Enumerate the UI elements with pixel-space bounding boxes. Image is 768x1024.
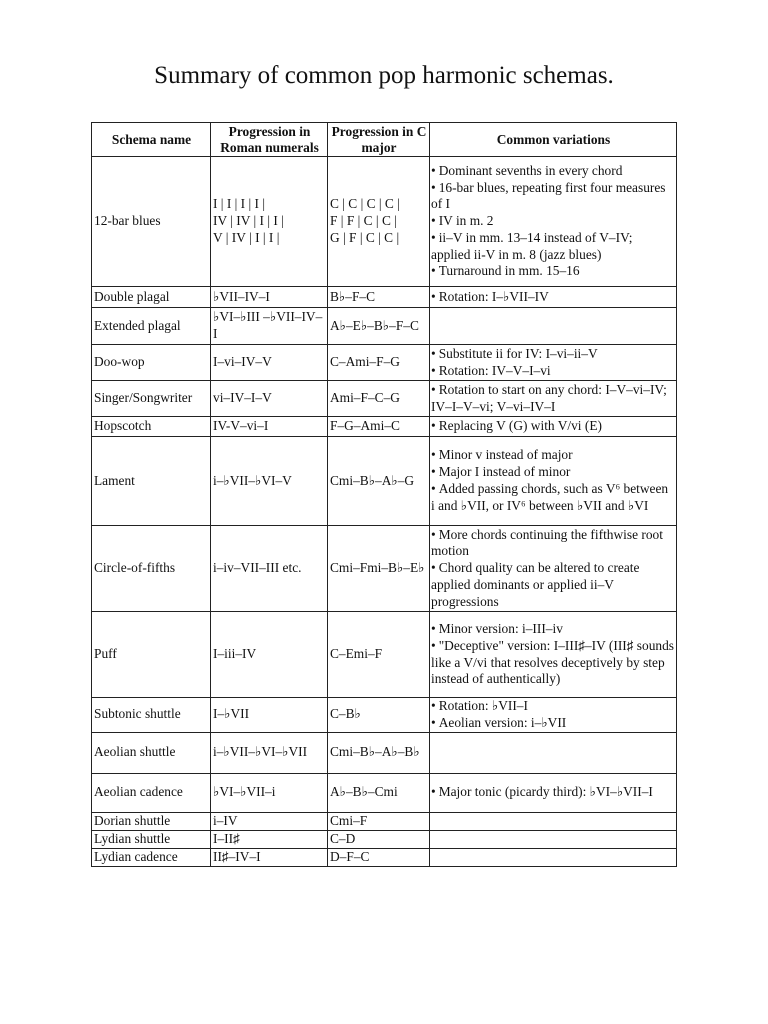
variation-item: [431, 698, 675, 715]
bullet-icon: •: [431, 362, 436, 378]
table-row: [92, 848, 677, 866]
progression-line: I–vi–IV–V: [213, 354, 272, 370]
c-major-progression-cell: [328, 345, 430, 381]
variation-item: [431, 464, 675, 481]
variation-text: Rotation: IV–V–I–vi: [438, 362, 551, 378]
variation-item: [431, 382, 675, 416]
progression-line: F–G–Ami–C: [330, 418, 400, 434]
schema-name-cell: Circle-of-fifths: [92, 526, 211, 612]
progression-line: A♭–E♭–B♭–F–C: [330, 317, 419, 333]
c-major-progression-cell: [328, 526, 430, 612]
bullet-icon: •: [431, 162, 436, 178]
schema-name-cell: Puff: [92, 612, 211, 698]
table-row: [92, 812, 677, 830]
variation-text: Rotation: I–♭VII–IV: [438, 288, 549, 304]
variation-item: [431, 560, 675, 610]
progression-line: C–B♭: [330, 706, 361, 722]
variations-cell: [430, 526, 677, 612]
c-major-progression-cell: [328, 417, 430, 437]
variation-text: Substitute ii for IV: I–vi–ii–V: [438, 345, 598, 361]
header-c-major: Progression in C major: [328, 123, 430, 157]
table-row: [92, 308, 677, 345]
schema-name-cell: Doo-wop: [92, 345, 211, 381]
bullet-icon: •: [431, 418, 436, 434]
schema-name-cell: Aeolian shuttle: [92, 732, 211, 773]
bullet-icon: •: [431, 560, 436, 576]
progression-line: A♭–B♭–Cmi: [330, 784, 398, 800]
schema-name-cell: Singer/Songwriter: [92, 381, 211, 417]
bullet-icon: •: [431, 447, 436, 463]
variations-cell: [430, 773, 677, 812]
bullet-icon: •: [431, 345, 436, 361]
variation-text: Dominant sevenths in every chord: [438, 162, 623, 178]
roman-progression-cell: [211, 698, 328, 733]
variation-text: IV in m. 2: [438, 213, 494, 229]
progression-line: B♭–F–C: [330, 288, 376, 304]
progression-line: ♭VI–♭VII–i: [213, 784, 276, 800]
bullet-icon: •: [431, 229, 436, 245]
variation-text: Replacing V (G) with V/vi (E): [438, 418, 602, 434]
c-major-progression-cell: [328, 287, 430, 308]
variation-text: ii–V in mm. 13–14 instead of V–IV; applied ii-V in m. 8 (jazz blues): [431, 229, 633, 262]
c-major-progression-cell: [328, 732, 430, 773]
bullet-icon: •: [431, 381, 436, 397]
progression-line: I–II♯: [213, 830, 240, 846]
roman-progression-cell: [211, 612, 328, 698]
c-major-progression-cell: [328, 830, 430, 848]
bullet-icon: •: [431, 263, 436, 279]
progression-line: ♭VI–♭III –♭VII–IV–I: [213, 309, 323, 341]
roman-progression-cell: [211, 812, 328, 830]
variation-text: Major I instead of minor: [438, 464, 571, 480]
progression-line: F | F | C | C |: [330, 213, 397, 229]
variation-text: 16-bar blues, repeating first four measures of I: [431, 179, 666, 212]
table-row: [92, 345, 677, 381]
variation-text: Minor version: i–III–iv: [438, 620, 563, 636]
variations-cell: [430, 157, 677, 287]
c-major-progression-cell: [328, 437, 430, 526]
variation-text: Rotation to start on any chord: I–V–vi–IV; IV–I–V–vi; V–vi–IV–I: [431, 381, 667, 414]
variation-item: [431, 621, 675, 638]
progression-line: I | I | I | I |: [213, 196, 265, 212]
progression-line: Cmi–F: [330, 812, 368, 828]
table-row: [92, 417, 677, 437]
c-major-progression-cell: [328, 773, 430, 812]
progression-line: C | C | C | C |: [330, 196, 400, 212]
variation-item: [431, 784, 675, 801]
page-title: Summary of common pop harmonic schemas.: [154, 62, 614, 89]
variations-cell: [430, 848, 677, 866]
progression-line: i–♭VII–♭VI–V: [213, 472, 292, 488]
table-row: [92, 698, 677, 733]
table-row: [92, 157, 677, 287]
variation-text: Major tonic (picardy third): ♭VI–♭VII–I: [438, 784, 653, 800]
roman-progression-cell: [211, 773, 328, 812]
roman-progression-cell: [211, 830, 328, 848]
progression-line: II♯–IV–I: [213, 848, 261, 864]
schema-table: [91, 122, 677, 867]
header-variations: Common variations: [430, 123, 677, 157]
c-major-progression-cell: [328, 698, 430, 733]
header-row: [92, 123, 677, 157]
table-body: [92, 157, 677, 867]
variation-item: [431, 346, 675, 363]
variation-text: Turnaround in mm. 15–16: [438, 263, 580, 279]
bullet-icon: •: [431, 620, 436, 636]
variation-text: Added passing chords, such as V⁶ between i and ♭VII, or IV⁶ between ♭VII and ♭VI: [431, 481, 669, 513]
variations-cell: [430, 812, 677, 830]
variations-cell: [430, 830, 677, 848]
variations-cell: [430, 437, 677, 526]
variation-text: Aeolian version: i–♭VII: [438, 714, 567, 730]
bullet-icon: •: [431, 637, 436, 653]
schema-name-cell: Lydian cadence: [92, 848, 211, 866]
c-major-progression-cell: [328, 812, 430, 830]
roman-progression-cell: [211, 732, 328, 773]
table-row: [92, 612, 677, 698]
variations-cell: [430, 417, 677, 437]
variation-item: [431, 638, 675, 688]
bullet-icon: •: [431, 481, 436, 496]
progression-line: ♭VII–IV–I: [213, 288, 270, 304]
c-major-progression-cell: [328, 157, 430, 287]
variation-item: [431, 418, 675, 435]
variation-text: Chord quality can be altered to create applied dominants or applied ii–V progressions: [431, 560, 640, 609]
table-row: [92, 732, 677, 773]
variation-item: [431, 363, 675, 380]
variations-cell: [430, 345, 677, 381]
c-major-progression-cell: [328, 848, 430, 866]
roman-progression-cell: [211, 417, 328, 437]
variation-text: Rotation: ♭VII–I: [438, 698, 528, 713]
bullet-icon: •: [431, 698, 436, 713]
schema-name-cell: Aeolian cadence: [92, 773, 211, 812]
bullet-icon: •: [431, 714, 436, 730]
roman-progression-cell: [211, 308, 328, 345]
roman-progression-cell: [211, 437, 328, 526]
variation-item: [431, 447, 675, 464]
table-row: [92, 830, 677, 848]
progression-line: V | IV | I | I |: [213, 229, 280, 245]
progression-line: C–Emi–F: [330, 646, 383, 662]
progression-line: i–IV: [213, 812, 238, 828]
bullet-icon: •: [431, 526, 436, 542]
progression-line: G | F | C | C |: [330, 229, 400, 245]
schema-name-cell: Dorian shuttle: [92, 812, 211, 830]
roman-progression-cell: [211, 157, 328, 287]
variation-item: [431, 163, 675, 180]
variation-item: [431, 481, 675, 515]
variation-item: [431, 715, 675, 732]
progression-line: Cmi–B♭–A♭–B♭: [330, 744, 420, 760]
roman-progression-cell: [211, 287, 328, 308]
schema-name-cell: Lydian shuttle: [92, 830, 211, 848]
schema-name-cell: Double plagal: [92, 287, 211, 308]
variations-cell: [430, 698, 677, 733]
variation-text: Minor v instead of major: [438, 447, 573, 463]
schema-name-cell: Subtonic shuttle: [92, 698, 211, 733]
table-row: [92, 381, 677, 417]
progression-line: C–Ami–F–G: [330, 354, 400, 370]
variations-cell: [430, 308, 677, 345]
variation-text: More chords continuing the fifthwise root motion: [431, 526, 663, 559]
variation-item: [431, 289, 675, 306]
variation-text: "Deceptive" version: I–III♯–IV (III♯ sounds like a V/vi that resolves deceptively by step instead of authentically): [431, 637, 674, 687]
variations-cell: [430, 732, 677, 773]
schema-name-cell: Hopscotch: [92, 417, 211, 437]
header-roman: Progression in Roman numerals: [211, 123, 328, 157]
roman-progression-cell: [211, 848, 328, 866]
variations-cell: [430, 381, 677, 417]
variation-item: [431, 263, 675, 280]
variation-item: [431, 230, 675, 264]
roman-progression-cell: [211, 381, 328, 417]
progression-line: Cmi–Fmi–B♭–E♭: [330, 560, 425, 576]
c-major-progression-cell: [328, 308, 430, 345]
schema-name-cell: Lament: [92, 437, 211, 526]
table-row: [92, 773, 677, 812]
schema-name-cell: 12-bar blues: [92, 157, 211, 287]
variation-item: [431, 213, 675, 230]
progression-line: Cmi–B♭–A♭–G: [330, 472, 415, 488]
bullet-icon: •: [431, 784, 436, 800]
roman-progression-cell: [211, 526, 328, 612]
variations-cell: [430, 612, 677, 698]
c-major-progression-cell: [328, 612, 430, 698]
bullet-icon: •: [431, 213, 436, 229]
progression-line: C–D: [330, 830, 356, 846]
progression-line: I–♭VII: [213, 706, 250, 722]
table-row: [92, 437, 677, 526]
progression-line: Ami–F–C–G: [330, 390, 400, 406]
progression-line: i–♭VII–♭VI–♭VII: [213, 744, 308, 760]
variation-item: [431, 527, 675, 561]
table-row: [92, 526, 677, 612]
variations-cell: [430, 287, 677, 308]
c-major-progression-cell: [328, 381, 430, 417]
roman-progression-cell: [211, 345, 328, 381]
progression-line: vi–IV–I–V: [213, 390, 272, 406]
progression-line: I–iii–IV: [213, 646, 257, 662]
bullet-icon: •: [431, 179, 436, 195]
variation-item: [431, 180, 675, 214]
progression-line: i–iv–VII–III etc.: [213, 560, 302, 576]
progression-line: D–F–C: [330, 848, 370, 864]
schema-name-cell: Extended plagal: [92, 308, 211, 345]
table-row: [92, 287, 677, 308]
header-schema-name: Schema name: [92, 123, 211, 157]
bullet-icon: •: [431, 464, 436, 480]
progression-line: IV | IV | I | I |: [213, 213, 284, 229]
progression-line: IV-V–vi–I: [213, 418, 269, 434]
bullet-icon: •: [431, 288, 436, 304]
